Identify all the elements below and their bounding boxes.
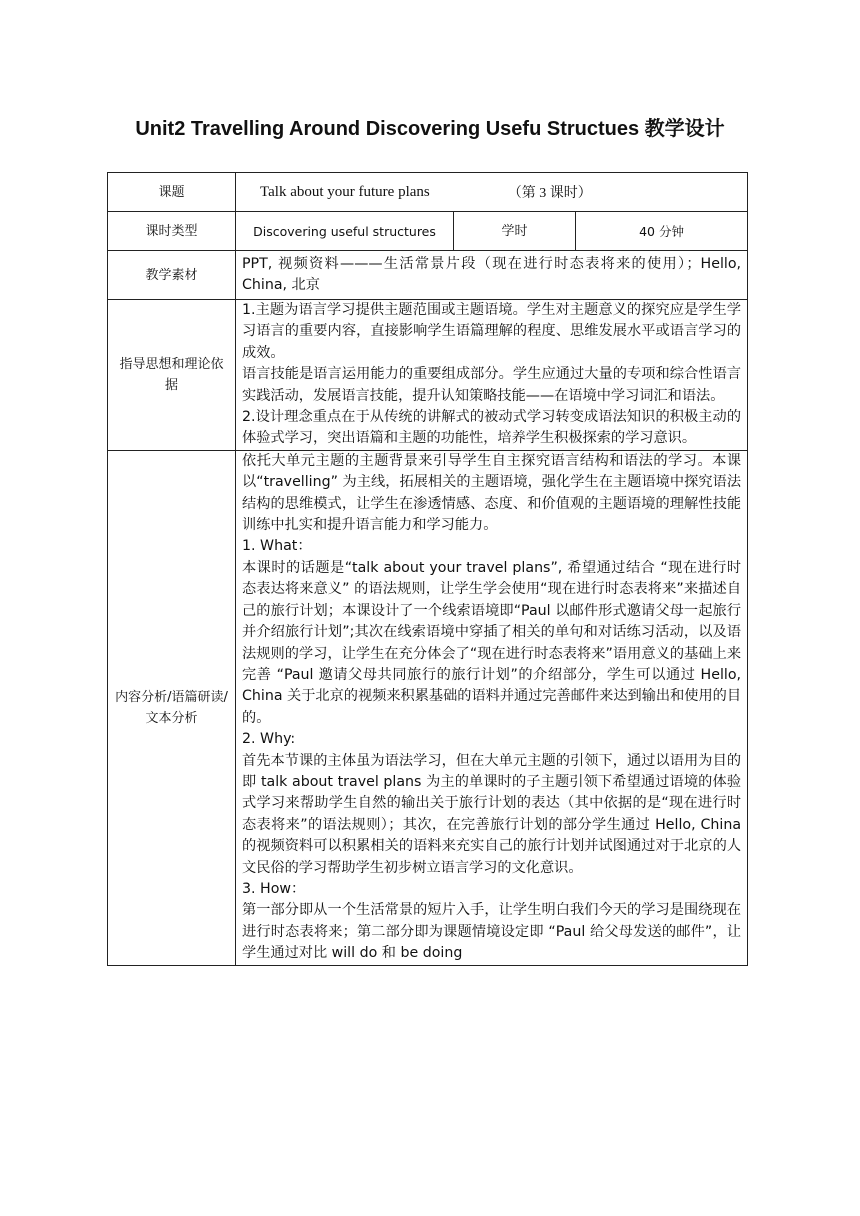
hours-label: 学时 [454,212,576,251]
topic-period: （第 3 课时） [507,186,592,201]
guiding-paragraph: 语言技能是语言运用能力的重要组成部分。学生应通过大量的专项和综合性语言实践活动，发展语言技能，提升认知策略技能——在语境中学习词汇和语法。 [242,366,742,404]
lesson-type-row [108,212,748,251]
analysis-heading-what: 1. What： [242,538,312,555]
analysis-paragraph: 首先本节课的主体虽为语法学习，但在大单元主题的引领下，通过以语用为目的即 talk about travel plans 为主的单课时的子主题引领下希望通过语境的体验式学习来帮助学生自然的输出关于旅行计划的表达（其中依据的是“现在进行时态表将来”的语法规则）；其次，在完善旅行计划的部分学生通过 Hello, China 的视频资料可以积累相关的语料来充实自己的旅行计划并试图通过对于北京的人文民俗的学习帮助学生初步树立语言学习的文化意识。 [242,752,742,876]
analysis-content [236,450,748,965]
guiding-paragraph: 2.设计理念重点在于从传统的讲解式的被动式学习转变成语法知识的积极主动的体验式学习，突出语篇和主题的功能性，培养学生积极探索的学习意识。 [242,409,742,447]
analysis-label: 内容分析/语篇研读/文本分析 [108,450,236,965]
analysis-paragraph: 本课时的话题是“talk about your travel plans”, 希望通过结合 “现在进行时态表达将来意义” 的语法规则，让学生学会使用“现在进行时态表将来”来描述自己的旅行计划；本课设计了一个线索语境即“Paul 以邮件形式邀请父母一起旅行并介绍旅行计划”;其次在线索语境中穿插了相关的单句和对话练习活动，以及语法规则的学习，让学生在充分体会了“现在进行时态表将来”语用意义的基础上来完善 “Paul 邀请父母共同旅行的旅行计划”的介绍部分，学生可以通过 Hello, China 关于北京的视频来积累基础的语料并通过完善邮件来达到输出和使用的目的。 [242,559,742,726]
analysis-row [108,450,748,965]
materials-label: 教学素材 [108,251,236,300]
lesson-plan-table [107,172,748,966]
lesson-type-label: 课时类型 [108,212,236,251]
materials-value: PPT, 视频资料———生活常景片段（现在进行时态表将来的使用）；Hello, China, 北京 [236,251,748,300]
topic-label: 课题 [108,173,236,212]
guiding-paragraph: 1.主题为语言学习提供主题范围或主题语境。学生对主题意义的探究应是学生学习语言的重要内容，直接影响学生语篇理解的程度、思维发展水平或语言学习的成效。 [242,302,742,361]
analysis-paragraph: 第一部分即从一个生活常景的短片入手，让学生明白我们今天的学习是围绕现在进行时态表将来；第二部分即为课题情境设定即 “Paul 给父母发送的邮件”，让学生通过对比 will do 和 be doing [242,902,742,962]
analysis-heading-why: 2. Why: [242,731,296,748]
materials-row [108,251,748,300]
topic-row [108,173,748,212]
document-title: Unit2 Travelling Around Discovering Usefu Structues 教学设计 [135,118,725,140]
guiding-row [108,300,748,451]
guiding-label: 指导思想和理论依据 [108,300,236,451]
topic-value: Talk about your future plans [260,183,430,200]
topic-cell [236,173,748,212]
analysis-paragraph: 依托大单元主题的主题背景来引导学生自主探究语言结构和语法的学习。本课以“travelling” 为主线，拓展相关的主题语境，强化学生在主题语境中探究语法结构的思维模式，让学生在渗透情感、态度、和价值观的主题语境的理解性技能训练中扎实和提升语言能力和学习能力。 [242,452,742,534]
lesson-type-value: Discovering useful structures [236,212,454,251]
guiding-content [236,300,748,451]
analysis-heading-how: 3. How： [242,880,306,897]
hours-value: 40 分钟 [576,212,748,251]
